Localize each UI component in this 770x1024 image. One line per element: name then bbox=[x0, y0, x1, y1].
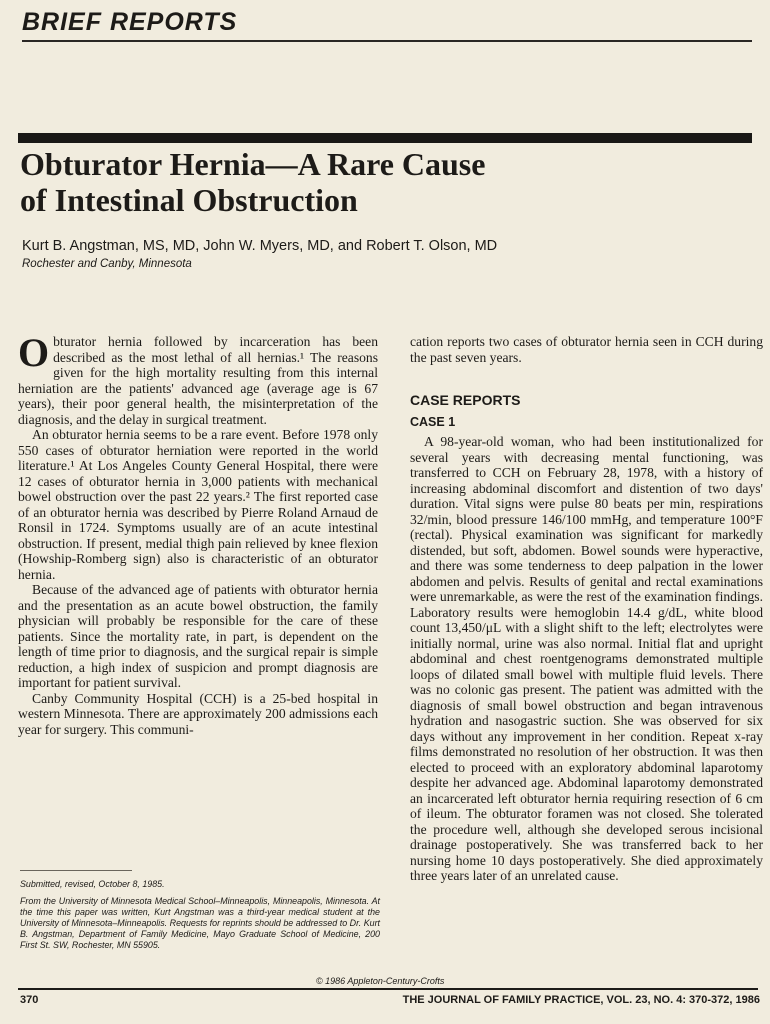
paragraph-3: Because of the advanced age of patients with obturator hernia and the presentation as an acute bowel obstruction, the family physician will probably be responsible for the care of these patients. Since the mortality rate, in part, is dependent on the length of time prior to diagnosis, and the surgical repair is simple reduction, a high index of suspicion and prompt diagnosis are important for patient survival. bbox=[18, 582, 378, 690]
left-column bbox=[18, 330, 378, 737]
affiliation: Rochester and Canby, Minnesota bbox=[22, 258, 192, 270]
page-number: 370 bbox=[20, 994, 39, 1006]
copyright: © 1986 Appleton-Century-Crofts bbox=[316, 976, 445, 986]
right-column bbox=[410, 334, 763, 884]
paragraph-2: An obturator hernia seems to be a rare event. Before 1978 only 550 cases of obturator herniation were reported in the world literature.¹ At Los Angeles County General Hospital, there were 12 cases of obturator hernia in 3,000 patients with mechanical bowel obstruction over the past 22 years.² The first reported case of an obturator hernia was described by Pierre Roland Arnaud de Ronsil in 1724. Symptoms usually are of an acute intestinal obstruction. If present, medial thigh pain relieved by knee flexion (Howship-Romberg sign) also is characteristic of an obturator hernia. bbox=[18, 427, 378, 582]
case-1-heading: CASE 1 bbox=[410, 414, 456, 429]
paragraph-4: Canby Community Hospital (CCH) is a 25-bed hospital in western Minnesota. There are approximately 200 admissions each year for surgery. This communi- bbox=[18, 690, 378, 737]
footer-rule bbox=[18, 988, 758, 990]
authors: Kurt B. Angstman, MS, MD, John W. Myers, MD, and Robert T. Olson, MD bbox=[22, 238, 498, 254]
title-rule bbox=[18, 133, 752, 143]
paragraph-1-text: bturator hernia followed by incarceration has been described as the most lethal of all hernias.¹ The reasons given for the high mortality resulting from this internal herniation are the patients' advanced age (average age is 67 years), their poor general health, the misinterpretation of the diagnosis, and the delay in surgical treatment. bbox=[18, 334, 378, 427]
title-line-2: of Intestinal Obstruction bbox=[20, 182, 358, 218]
title-line-1: Obturator Hernia—A Rare Cause bbox=[20, 146, 486, 182]
footnote-rule bbox=[20, 870, 132, 871]
paragraph-1 bbox=[18, 330, 378, 427]
right-intro: cation reports two cases of obturator hernia seen in CCH during the past seven years. bbox=[410, 334, 763, 365]
case-reports-heading: CASE REPORTS bbox=[410, 392, 521, 408]
case-1-text: A 98-year-old woman, who had been institutionalized for several years with decreasing mental functioning, was transferred to CCH on February 28, 1978, with a history of increasing abdominal discomfort and distention of two days' duration. Vital signs were pulse 80 beats per min, respirations 32/min, blood pressure 146/100 mmHg, and temperature 100°F (rectal). Physical examination was significant for markedly distended, but soft, abdomen. Bowel sounds were hyperactive, and there was some tenderness to deep palpation in the lower abdomen and pelvis. Results of genital and rectal examinations were unremarkable, as were the rest of the examination findings. Laboratory results were hemoglobin 14.4 g/dL, white blood count 13,450/μL with a slight shift to the left; electrolytes were initially normal, urine was also normal. Initial flat and upright abdominal and chest roentgenograms demonstrated multiple loops of dilated small bowel with multiple fluid levels. There was no colonic gas present. The patient was admitted with the diagnosis of small bowel obstruction and began intravenous hydration and nasogastric suction. She was observed for six days without any improvement in her condition. Repeat x-ray films demonstrated no resolution of her obstruction. It was then elected to proceed with an exploratory abdominal laparotomy despite her advanced age. Abdominal laparotomy demonstrated an incarcerated left obturator hernia requiring resection of 6 cm of ileum. The obturator foramen was not closed. She tolerated the procedure well, although she developed serous incisional drainage postoperatively. She was transferred back to her nursing home 10 days postoperatively. She died approximately three years later of an unrelated cause. bbox=[410, 434, 763, 883]
footnote-affiliation: From the University of Minnesota Medical School–Minneapolis, Minneapolis, Minnesota. At the time this paper was written, Kurt Angstman was a third-year medical student at the University of Minnesota–Minneapolis. Requests for reprints should be addressed to Dr. Kurt B. Angstman, Department of Family Medicine, Mayo Graduate School of Medicine, 200 First St. SW, Rochester, MN 55905. bbox=[20, 896, 380, 950]
header-rule bbox=[22, 40, 752, 42]
drop-cap: O bbox=[18, 330, 50, 375]
article-title bbox=[20, 146, 720, 218]
section-label: BRIEF REPORTS bbox=[22, 8, 238, 36]
footnote-submitted: Submitted, revised, October 8, 1985. bbox=[20, 879, 165, 889]
journal-citation: THE JOURNAL OF FAMILY PRACTICE, VOL. 23, NO. 4: 370-372, 1986 bbox=[402, 994, 760, 1006]
